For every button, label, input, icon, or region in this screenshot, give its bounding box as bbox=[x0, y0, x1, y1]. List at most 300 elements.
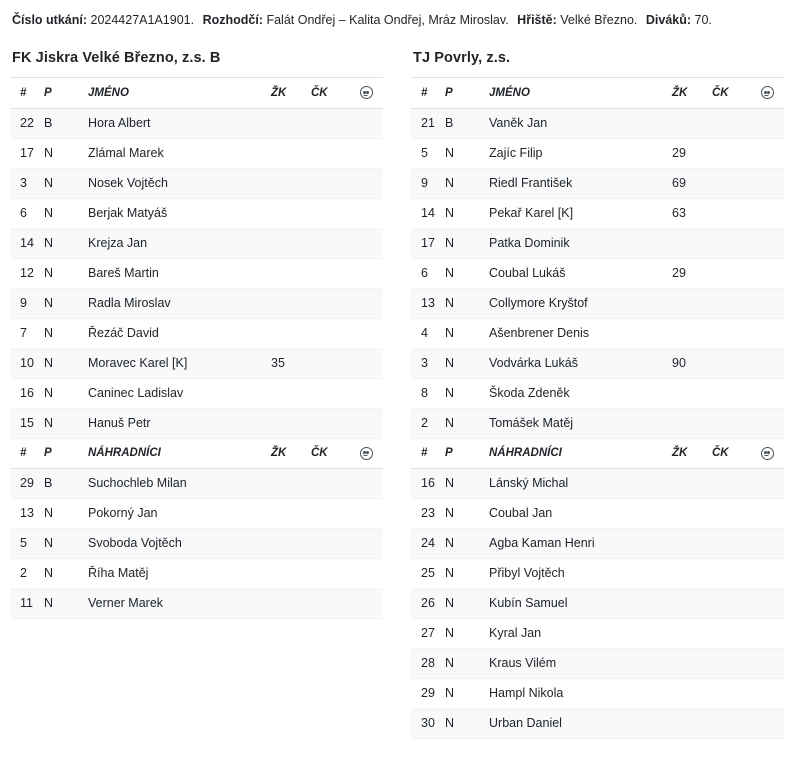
column-header-substitution bbox=[750, 78, 784, 108]
player-yellow-card bbox=[670, 288, 712, 318]
table-row bbox=[411, 468, 784, 498]
player-position: N bbox=[44, 258, 74, 288]
player-substitution bbox=[349, 108, 383, 138]
column-header-position: P bbox=[445, 438, 475, 468]
player-red-card bbox=[712, 558, 750, 588]
player-yellow-card bbox=[670, 408, 712, 438]
player-yellow-card bbox=[269, 528, 311, 558]
player-substitution bbox=[750, 618, 784, 648]
table-row bbox=[411, 168, 784, 198]
player-red-card bbox=[311, 258, 349, 288]
player-position: N bbox=[44, 528, 74, 558]
roster-table-away bbox=[411, 78, 784, 739]
table-row bbox=[411, 498, 784, 528]
player-substitution bbox=[349, 558, 383, 588]
player-yellow-card: 29 bbox=[670, 258, 712, 288]
player-number: 16 bbox=[411, 468, 445, 498]
player-position: N bbox=[445, 378, 475, 408]
table-row bbox=[411, 348, 784, 378]
column-header-substitutes: NÁHRADNÍCI bbox=[74, 438, 269, 468]
player-position: N bbox=[445, 468, 475, 498]
table-row bbox=[411, 618, 784, 648]
player-number: 6 bbox=[411, 258, 445, 288]
substitution-icon bbox=[761, 86, 774, 99]
table-row bbox=[10, 228, 383, 258]
player-substitution bbox=[750, 378, 784, 408]
column-header-substitution bbox=[750, 438, 784, 468]
roster-body-home-subs bbox=[10, 468, 383, 618]
player-position: N bbox=[44, 228, 74, 258]
column-header-number: # bbox=[10, 78, 44, 108]
table-row bbox=[411, 558, 784, 588]
player-substitution bbox=[750, 468, 784, 498]
player-substitution bbox=[750, 168, 784, 198]
table-row bbox=[411, 408, 784, 438]
match-number-label: Číslo utkání: bbox=[12, 13, 88, 27]
player-name: Coubal Lukáš bbox=[475, 258, 670, 288]
table-row bbox=[10, 468, 383, 498]
player-position: N bbox=[445, 138, 475, 168]
player-yellow-card bbox=[670, 648, 712, 678]
player-substitution bbox=[349, 468, 383, 498]
player-position: N bbox=[445, 648, 475, 678]
player-position: N bbox=[44, 408, 74, 438]
player-red-card bbox=[712, 228, 750, 258]
player-yellow-card bbox=[670, 558, 712, 588]
player-number: 7 bbox=[10, 318, 44, 348]
player-name: Řezáč David bbox=[74, 318, 269, 348]
player-substitution bbox=[349, 408, 383, 438]
player-red-card bbox=[311, 168, 349, 198]
player-substitution bbox=[750, 408, 784, 438]
team-columns bbox=[10, 40, 784, 739]
player-position: N bbox=[445, 348, 475, 378]
player-red-card bbox=[712, 498, 750, 528]
player-name: Pekař Karel [K] bbox=[475, 198, 670, 228]
player-yellow-card bbox=[670, 318, 712, 348]
player-number: 3 bbox=[10, 168, 44, 198]
column-header-red-card: ČK bbox=[311, 78, 349, 108]
player-substitution bbox=[349, 288, 383, 318]
player-name: Škoda Zdeněk bbox=[475, 378, 670, 408]
player-red-card bbox=[712, 618, 750, 648]
player-name: Lánský Michal bbox=[475, 468, 670, 498]
table-row bbox=[411, 648, 784, 678]
column-header-substitution bbox=[349, 78, 383, 108]
substitution-icon bbox=[761, 447, 774, 460]
player-number: 21 bbox=[411, 108, 445, 138]
player-name: Říha Matěj bbox=[74, 558, 269, 588]
player-yellow-card bbox=[269, 108, 311, 138]
player-substitution bbox=[750, 138, 784, 168]
player-number: 3 bbox=[411, 348, 445, 378]
player-yellow-card bbox=[269, 588, 311, 618]
player-number: 2 bbox=[10, 558, 44, 588]
table-row bbox=[10, 138, 383, 168]
player-number: 25 bbox=[411, 558, 445, 588]
player-substitution bbox=[349, 378, 383, 408]
player-red-card bbox=[311, 348, 349, 378]
table-row bbox=[411, 378, 784, 408]
player-name: Pokorný Jan bbox=[74, 498, 269, 528]
player-number: 2 bbox=[411, 408, 445, 438]
table-row bbox=[411, 588, 784, 618]
column-header-position: P bbox=[44, 438, 74, 468]
player-substitution bbox=[349, 498, 383, 528]
match-number-value: 2024427A1A1901. bbox=[90, 13, 195, 27]
column-header-position: P bbox=[44, 78, 74, 108]
player-red-card bbox=[712, 378, 750, 408]
player-substitution bbox=[750, 588, 784, 618]
player-red-card bbox=[712, 288, 750, 318]
player-name: Coubal Jan bbox=[475, 498, 670, 528]
player-red-card bbox=[712, 138, 750, 168]
player-number: 9 bbox=[10, 288, 44, 318]
player-position: N bbox=[44, 198, 74, 228]
player-name: Riedl František bbox=[475, 168, 670, 198]
player-red-card bbox=[311, 108, 349, 138]
table-row bbox=[10, 498, 383, 528]
player-red-card bbox=[712, 168, 750, 198]
player-red-card bbox=[712, 348, 750, 378]
player-yellow-card bbox=[269, 378, 311, 408]
table-row bbox=[10, 348, 383, 378]
player-number: 13 bbox=[10, 498, 44, 528]
player-name: Caninec Ladislav bbox=[74, 378, 269, 408]
table-row bbox=[411, 258, 784, 288]
player-position: N bbox=[44, 288, 74, 318]
player-red-card bbox=[311, 378, 349, 408]
player-position: B bbox=[445, 108, 475, 138]
player-red-card bbox=[311, 468, 349, 498]
player-substitution bbox=[349, 588, 383, 618]
player-yellow-card bbox=[269, 258, 311, 288]
player-name: Urban Daniel bbox=[475, 708, 670, 738]
player-yellow-card: 63 bbox=[670, 198, 712, 228]
player-position: N bbox=[445, 498, 475, 528]
player-number: 27 bbox=[411, 618, 445, 648]
player-substitution bbox=[750, 108, 784, 138]
player-substitution bbox=[750, 228, 784, 258]
column-header-red-card: ČK bbox=[712, 438, 750, 468]
table-row bbox=[10, 378, 383, 408]
player-number: 14 bbox=[411, 198, 445, 228]
player-yellow-card: 29 bbox=[670, 138, 712, 168]
player-number: 29 bbox=[10, 468, 44, 498]
player-position: N bbox=[445, 258, 475, 288]
player-red-card bbox=[311, 498, 349, 528]
player-yellow-card bbox=[670, 528, 712, 558]
player-yellow-card bbox=[269, 408, 311, 438]
table-row bbox=[10, 528, 383, 558]
referees-value: Falát Ondřej – Kalita Ondřej, Mráz Miroslav. bbox=[266, 13, 509, 27]
player-number: 13 bbox=[411, 288, 445, 318]
player-substitution bbox=[750, 258, 784, 288]
player-yellow-card: 35 bbox=[269, 348, 311, 378]
player-position: N bbox=[44, 558, 74, 588]
player-red-card bbox=[311, 528, 349, 558]
column-header-number: # bbox=[10, 438, 44, 468]
player-name: Tomášek Matěj bbox=[475, 408, 670, 438]
player-red-card bbox=[311, 198, 349, 228]
column-header-yellow-card: ŽK bbox=[269, 438, 311, 468]
substitution-icon bbox=[360, 447, 373, 460]
player-number: 22 bbox=[10, 108, 44, 138]
player-yellow-card: 69 bbox=[670, 168, 712, 198]
team-column-away bbox=[411, 40, 784, 739]
player-name: Moravec Karel [K] bbox=[74, 348, 269, 378]
player-red-card bbox=[311, 408, 349, 438]
player-number: 10 bbox=[10, 348, 44, 378]
player-position: N bbox=[445, 228, 475, 258]
player-red-card bbox=[712, 318, 750, 348]
player-yellow-card bbox=[269, 168, 311, 198]
player-position: N bbox=[445, 678, 475, 708]
player-yellow-card bbox=[670, 498, 712, 528]
player-substitution bbox=[750, 288, 784, 318]
player-yellow-card bbox=[670, 228, 712, 258]
column-header-red-card: ČK bbox=[311, 438, 349, 468]
player-substitution bbox=[349, 168, 383, 198]
column-header-number: # bbox=[411, 438, 445, 468]
player-number: 26 bbox=[411, 588, 445, 618]
player-red-card bbox=[712, 528, 750, 558]
player-substitution bbox=[750, 648, 784, 678]
substitution-icon bbox=[360, 86, 373, 99]
player-position: N bbox=[44, 348, 74, 378]
column-header-number: # bbox=[411, 78, 445, 108]
table-row bbox=[411, 138, 784, 168]
table-row bbox=[10, 588, 383, 618]
roster-header-row-home-subs bbox=[10, 438, 383, 468]
player-number: 12 bbox=[10, 258, 44, 288]
player-number: 30 bbox=[411, 708, 445, 738]
player-position: N bbox=[445, 288, 475, 318]
player-name: Suchochleb Milan bbox=[74, 468, 269, 498]
player-name: Zlámal Marek bbox=[74, 138, 269, 168]
player-name: Kubín Samuel bbox=[475, 588, 670, 618]
player-number: 8 bbox=[411, 378, 445, 408]
table-row bbox=[411, 318, 784, 348]
player-yellow-card bbox=[670, 708, 712, 738]
player-name: Vodvárka Lukáš bbox=[475, 348, 670, 378]
player-number: 5 bbox=[10, 528, 44, 558]
column-header-red-card: ČK bbox=[712, 78, 750, 108]
roster-table-home bbox=[10, 78, 383, 619]
table-row bbox=[411, 678, 784, 708]
player-substitution bbox=[750, 558, 784, 588]
player-number: 28 bbox=[411, 648, 445, 678]
player-number: 14 bbox=[10, 228, 44, 258]
player-position: N bbox=[445, 708, 475, 738]
column-header-name: JMÉNO bbox=[74, 78, 269, 108]
player-red-card bbox=[712, 198, 750, 228]
player-position: N bbox=[445, 558, 475, 588]
player-position: N bbox=[44, 588, 74, 618]
player-number: 4 bbox=[411, 318, 445, 348]
player-name: Verner Marek bbox=[74, 588, 269, 618]
player-substitution bbox=[750, 348, 784, 378]
player-red-card bbox=[712, 258, 750, 288]
player-yellow-card bbox=[269, 498, 311, 528]
player-substitution bbox=[750, 318, 784, 348]
table-row bbox=[10, 258, 383, 288]
player-yellow-card bbox=[269, 558, 311, 588]
roster-header-row-away-subs bbox=[411, 438, 784, 468]
player-name: Collymore Kryštof bbox=[475, 288, 670, 318]
player-red-card bbox=[311, 288, 349, 318]
player-name: Zajíc Filip bbox=[475, 138, 670, 168]
player-red-card bbox=[311, 318, 349, 348]
column-header-yellow-card: ŽK bbox=[670, 78, 712, 108]
player-red-card bbox=[712, 678, 750, 708]
player-red-card bbox=[712, 408, 750, 438]
roster-header-row-home-starters bbox=[10, 78, 383, 108]
column-header-name: JMÉNO bbox=[475, 78, 670, 108]
player-number: 23 bbox=[411, 498, 445, 528]
player-name: Radla Miroslav bbox=[74, 288, 269, 318]
player-substitution bbox=[750, 198, 784, 228]
table-row bbox=[10, 318, 383, 348]
table-row bbox=[10, 558, 383, 588]
player-position: N bbox=[44, 498, 74, 528]
player-yellow-card bbox=[670, 378, 712, 408]
player-red-card bbox=[712, 468, 750, 498]
table-row bbox=[10, 108, 383, 138]
player-substitution bbox=[349, 318, 383, 348]
player-substitution bbox=[349, 138, 383, 168]
player-position: N bbox=[445, 198, 475, 228]
match-meta-line bbox=[10, 10, 784, 40]
column-header-position: P bbox=[445, 78, 475, 108]
player-yellow-card bbox=[670, 678, 712, 708]
player-substitution bbox=[750, 708, 784, 738]
player-substitution bbox=[349, 528, 383, 558]
player-number: 29 bbox=[411, 678, 445, 708]
player-position: B bbox=[44, 468, 74, 498]
player-yellow-card bbox=[269, 228, 311, 258]
table-row bbox=[10, 288, 383, 318]
player-position: N bbox=[445, 588, 475, 618]
player-substitution bbox=[750, 528, 784, 558]
player-yellow-card bbox=[269, 198, 311, 228]
player-yellow-card bbox=[670, 468, 712, 498]
player-position: N bbox=[445, 318, 475, 348]
player-substitution bbox=[349, 228, 383, 258]
player-name: Kyral Jan bbox=[475, 618, 670, 648]
player-red-card bbox=[311, 588, 349, 618]
roster-body-away-starters bbox=[411, 108, 784, 438]
player-number: 6 bbox=[10, 198, 44, 228]
player-position: N bbox=[44, 318, 74, 348]
column-header-substitution bbox=[349, 438, 383, 468]
player-substitution bbox=[750, 678, 784, 708]
player-position: N bbox=[445, 168, 475, 198]
column-header-yellow-card: ŽK bbox=[670, 438, 712, 468]
roster-body-home-starters bbox=[10, 108, 383, 438]
table-row bbox=[10, 198, 383, 228]
venue-value: Velké Březno. bbox=[560, 13, 638, 27]
player-number: 17 bbox=[10, 138, 44, 168]
player-name: Kraus Vilém bbox=[475, 648, 670, 678]
player-red-card bbox=[311, 558, 349, 588]
player-substitution bbox=[750, 498, 784, 528]
player-number: 17 bbox=[411, 228, 445, 258]
team-name-away: TJ Povrly, z.s. bbox=[411, 40, 784, 78]
player-substitution bbox=[349, 258, 383, 288]
player-name: Krejza Jan bbox=[74, 228, 269, 258]
column-header-yellow-card: ŽK bbox=[269, 78, 311, 108]
table-row bbox=[411, 288, 784, 318]
player-number: 15 bbox=[10, 408, 44, 438]
player-name: Vaněk Jan bbox=[475, 108, 670, 138]
player-substitution bbox=[349, 348, 383, 378]
venue-label: Hřiště: bbox=[517, 13, 557, 27]
player-substitution bbox=[349, 198, 383, 228]
team-column-home bbox=[10, 40, 383, 619]
player-number: 24 bbox=[411, 528, 445, 558]
player-name: Hora Albert bbox=[74, 108, 269, 138]
player-number: 9 bbox=[411, 168, 445, 198]
player-name: Nosek Vojtěch bbox=[74, 168, 269, 198]
player-name: Agba Kaman Henri bbox=[475, 528, 670, 558]
table-row bbox=[411, 108, 784, 138]
player-yellow-card bbox=[269, 468, 311, 498]
table-row bbox=[10, 408, 383, 438]
player-number: 11 bbox=[10, 588, 44, 618]
player-name: Patka Dominik bbox=[475, 228, 670, 258]
player-name: Hanuš Petr bbox=[74, 408, 269, 438]
player-yellow-card: 90 bbox=[670, 348, 712, 378]
player-red-card bbox=[311, 228, 349, 258]
attendance-value: 70. bbox=[694, 13, 712, 27]
column-header-substitutes: NÁHRADNÍCI bbox=[475, 438, 670, 468]
player-position: N bbox=[445, 528, 475, 558]
player-position: N bbox=[445, 408, 475, 438]
table-row bbox=[411, 228, 784, 258]
player-yellow-card bbox=[670, 588, 712, 618]
player-number: 16 bbox=[10, 378, 44, 408]
player-yellow-card bbox=[269, 288, 311, 318]
player-name: Bareš Martin bbox=[74, 258, 269, 288]
player-position: N bbox=[44, 168, 74, 198]
table-row bbox=[411, 708, 784, 738]
table-row bbox=[411, 198, 784, 228]
player-name: Hampl Nikola bbox=[475, 678, 670, 708]
player-number: 5 bbox=[411, 138, 445, 168]
table-row bbox=[411, 528, 784, 558]
player-red-card bbox=[311, 138, 349, 168]
player-yellow-card bbox=[670, 618, 712, 648]
player-red-card bbox=[712, 108, 750, 138]
player-name: Svoboda Vojtěch bbox=[74, 528, 269, 558]
team-name-home: FK Jiskra Velké Březno, z.s. B bbox=[10, 40, 383, 78]
player-position: B bbox=[44, 108, 74, 138]
player-red-card bbox=[712, 588, 750, 618]
player-red-card bbox=[712, 708, 750, 738]
player-name: Berjak Matyáš bbox=[74, 198, 269, 228]
player-name: Ašenbrener Denis bbox=[475, 318, 670, 348]
referees-label: Rozhodčí: bbox=[202, 13, 263, 27]
roster-header-row-away-starters bbox=[411, 78, 784, 108]
player-yellow-card bbox=[670, 108, 712, 138]
roster-body-away-subs bbox=[411, 468, 784, 738]
player-position: N bbox=[44, 378, 74, 408]
player-position: N bbox=[44, 138, 74, 168]
player-red-card bbox=[712, 648, 750, 678]
player-position: N bbox=[445, 618, 475, 648]
player-name: Přibyl Vojtěch bbox=[475, 558, 670, 588]
